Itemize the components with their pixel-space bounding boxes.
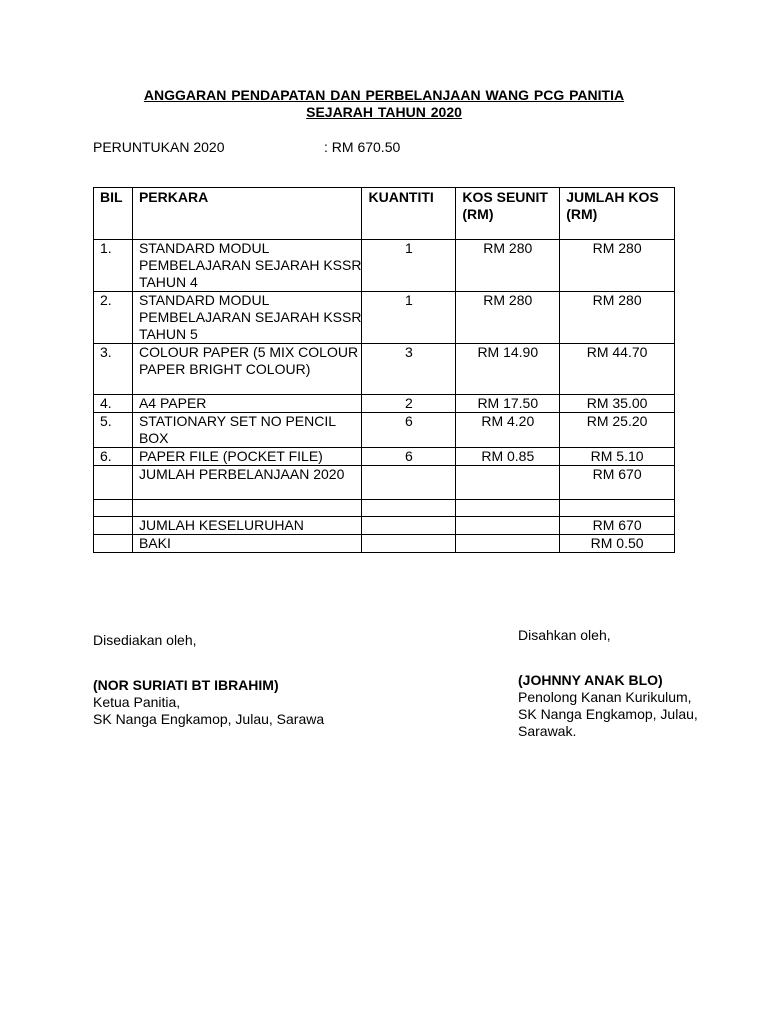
title-line-2: SEJARAH TAHUN 2020 <box>306 104 462 120</box>
cell-perkara: JUMLAH PERBELANJAAN 2020 <box>132 466 362 500</box>
cell-bil: 5. <box>94 413 133 448</box>
cell-kos-seunit: RM 4.20 <box>456 413 560 448</box>
cell-kuantiti: 1 <box>362 292 456 344</box>
approved-by-name: (JOHNNY ANAK BLO) <box>518 672 663 688</box>
cell-kos-seunit <box>456 500 560 517</box>
cell-bil <box>94 500 133 517</box>
table-row <box>94 395 675 413</box>
header-bil: BIL <box>94 188 133 240</box>
header-kuantiti: KUANTITI <box>362 188 456 240</box>
cell-jumlah-kos: RM 5.10 <box>560 448 675 466</box>
allocation-line <box>93 139 401 155</box>
approved-by-label: Disahkan oleh, <box>518 627 611 643</box>
cell-kuantiti <box>362 466 456 500</box>
cell-kuantiti <box>362 500 456 517</box>
table-row <box>94 240 675 292</box>
cell-jumlah-kos <box>560 500 675 517</box>
cell-kos-seunit: RM 17.50 <box>456 395 560 413</box>
cell-kuantiti: 6 <box>362 448 456 466</box>
document-title <box>92 87 676 121</box>
cell-kos-seunit <box>456 466 560 500</box>
cell-kuantiti: 3 <box>362 344 456 395</box>
approved-by-block <box>518 627 728 740</box>
prepared-by-label: Disediakan oleh, <box>93 632 197 648</box>
table-row <box>94 292 675 344</box>
cell-perkara: STATIONARY SET NO PENCIL BOX <box>132 413 362 448</box>
cell-jumlah-kos: RM 670 <box>560 466 675 500</box>
table-row <box>94 413 675 448</box>
table-row <box>94 466 675 500</box>
cell-kos-seunit: RM 14.90 <box>456 344 560 395</box>
cell-bil <box>94 535 133 553</box>
table-row <box>94 344 675 395</box>
table-body <box>94 240 675 553</box>
approved-by-school: SK Nanga Engkamop, Julau, Sarawak. <box>518 706 698 739</box>
cell-kuantiti: 2 <box>362 395 456 413</box>
header-kos-seunit: KOS SEUNIT (RM) <box>456 188 560 240</box>
prepared-by-school: SK Nanga Engkamop, Julau, Sarawa <box>93 711 325 727</box>
cell-kos-seunit: RM 0.85 <box>456 448 560 466</box>
title-line-1: ANGGARAN PENDAPATAN DAN PERBELANJAAN WANG PCG PANITIA <box>143 87 625 103</box>
cell-kuantiti: 1 <box>362 240 456 292</box>
cell-kuantiti: 6 <box>362 413 456 448</box>
cell-bil: 2. <box>94 292 133 344</box>
cell-perkara: JUMLAH KESELURUHAN <box>132 517 362 535</box>
table-row <box>94 448 675 466</box>
cell-kos-seunit <box>456 517 560 535</box>
cell-jumlah-kos: RM 280 <box>560 240 675 292</box>
cell-perkara: COLOUR PAPER (5 MIX COLOUR PAPER BRIGHT COLOUR) <box>132 344 362 395</box>
header-jumlah-kos: JUMLAH KOS (RM) <box>560 188 675 240</box>
cell-kos-seunit <box>456 535 560 553</box>
budget-table <box>93 187 675 553</box>
prepared-by-name: (NOR SURIATI BT IBRAHIM) <box>93 677 279 693</box>
cell-bil: 4. <box>94 395 133 413</box>
cell-jumlah-kos: RM 35.00 <box>560 395 675 413</box>
cell-perkara <box>132 500 362 517</box>
cell-bil: 6. <box>94 448 133 466</box>
cell-kuantiti <box>362 517 456 535</box>
cell-jumlah-kos: RM 280 <box>560 292 675 344</box>
cell-kos-seunit: RM 280 <box>456 240 560 292</box>
cell-bil: 3. <box>94 344 133 395</box>
prepared-by-position: Ketua Panitia, <box>93 694 181 710</box>
cell-bil <box>94 517 133 535</box>
approved-by-position: Penolong Kanan Kurikulum, <box>518 689 692 705</box>
cell-perkara: A4 PAPER <box>132 395 362 413</box>
cell-perkara: BAKI <box>132 535 362 553</box>
header-perkara: PERKARA <box>132 188 362 240</box>
table-row <box>94 535 675 553</box>
table-row <box>94 517 675 535</box>
cell-bil: 1. <box>94 240 133 292</box>
cell-jumlah-kos: RM 44.70 <box>560 344 675 395</box>
table-row <box>94 500 675 517</box>
allocation-value: : RM 670.50 <box>324 139 401 155</box>
cell-kos-seunit: RM 280 <box>456 292 560 344</box>
cell-perkara: STANDARD MODUL PEMBELAJARAN SEJARAH KSSR TAHUN 4 <box>132 240 362 292</box>
cell-perkara: PAPER FILE (POCKET FILE) <box>132 448 362 466</box>
cell-kuantiti <box>362 535 456 553</box>
table-header-row <box>94 188 675 240</box>
allocation-label: PERUNTUKAN 2020 <box>93 139 225 155</box>
cell-bil <box>94 466 133 500</box>
cell-perkara: STANDARD MODUL PEMBELAJARAN SEJARAH KSSR TAHUN 5 <box>132 292 362 344</box>
cell-jumlah-kos: RM 0.50 <box>560 535 675 553</box>
cell-jumlah-kos: RM 670 <box>560 517 675 535</box>
prepared-by-block <box>93 632 324 728</box>
cell-jumlah-kos: RM 25.20 <box>560 413 675 448</box>
